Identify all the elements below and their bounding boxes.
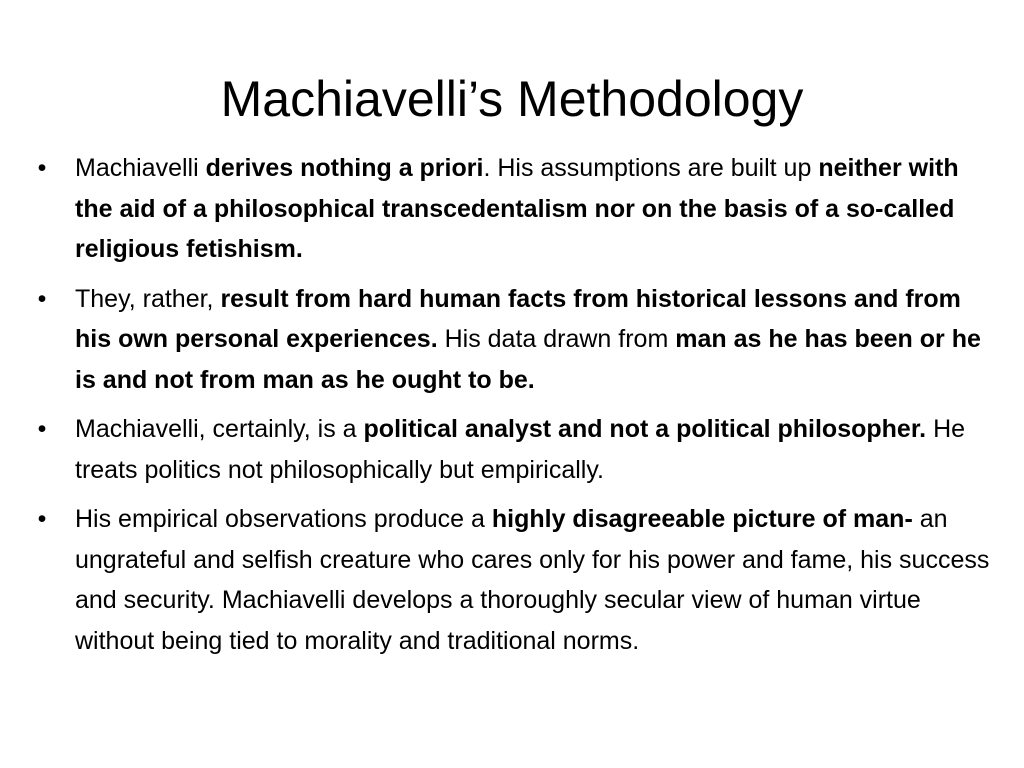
bullet-item-4 [30,499,990,661]
slide-title: Machiavelli’s Methodology [220,71,804,127]
bullet-text-segment-bold: highly disagreeable picture of man- [491,505,913,533]
bullet-text-segment-bold: man as he has been or he is and not from man as he ought to be. [75,325,981,394]
bullet-text-segment-bold: result from hard human facts from historical lessons and from his own personal experiences. [75,284,961,353]
bullet-text-segment-bold: neither with the aid of a philosophical transcedentalism nor on the basis of a so-called religious fetishism. [75,154,959,263]
bullet-dot-icon: • [37,154,47,182]
bullet-text-segment: an ungrateful and selfish creature who cares only for his power and fame, his success and security. Machiavelli develops a thoroughly secular view of human virtue without being tied to morality and traditional norms. [75,505,990,655]
bullet-text-segment: Machiavelli, certainly, is a [75,415,364,443]
bullet-dot-icon: • [37,284,47,313]
bullet-text-segment: Machiavelli [75,154,206,182]
bullet-text-segment: They, rather, [75,284,221,313]
bullet-text-segment: He treats politics not philosophically but empirically. [75,415,966,484]
bullet-list [30,148,990,670]
bullet-dot-icon: • [37,505,47,533]
bullet-dot-icon: • [37,415,47,443]
bullet-text-segment: His empirical observations produce a [75,505,492,533]
bullet-text-segment-bold: derives nothing a priori [205,154,484,182]
bullet-text-segment: His data drawn from [437,325,676,353]
bullet-item-3 [30,409,990,490]
bullet-item-1 [30,148,990,270]
bullet-text-segment-bold: political analyst and not a political philosopher. [363,415,927,443]
bullet-text-segment: . His assumptions are built up [483,154,819,182]
bullet-item-2 [30,279,990,401]
